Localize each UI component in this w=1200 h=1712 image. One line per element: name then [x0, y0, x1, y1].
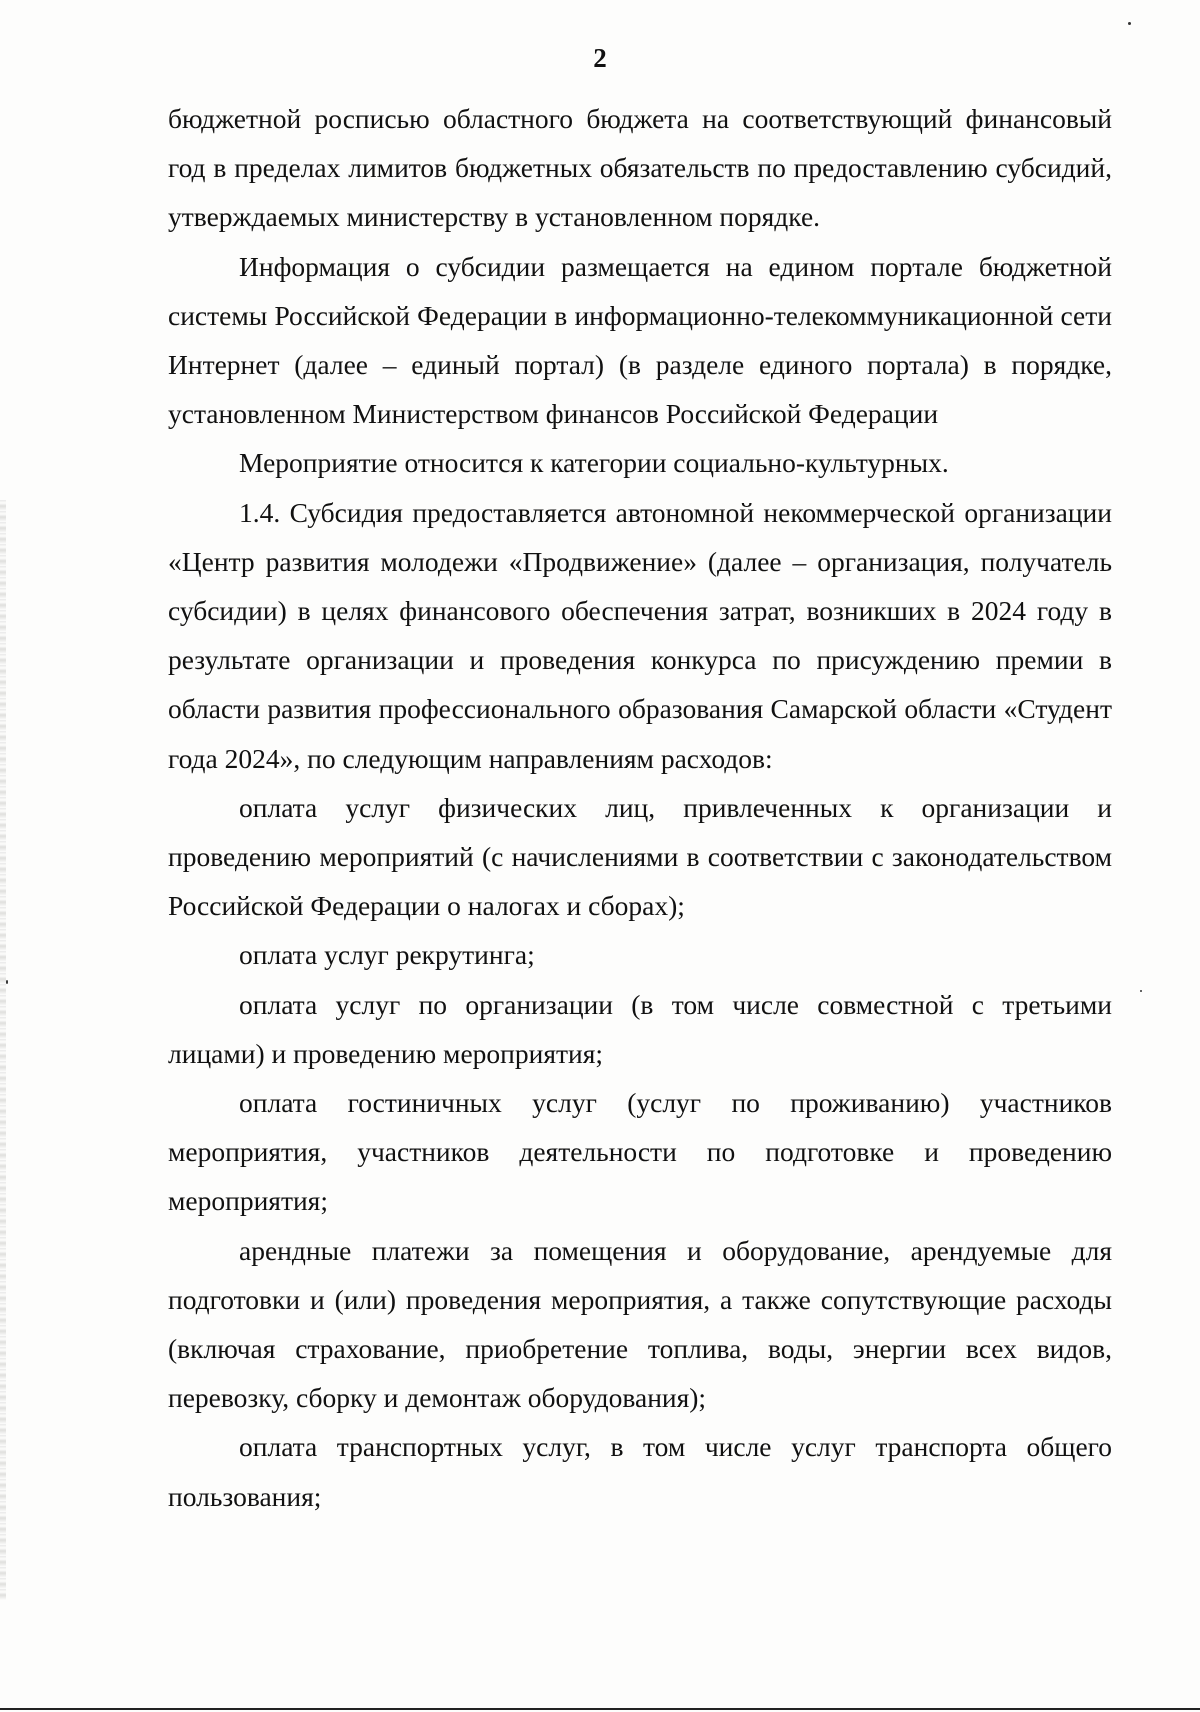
scan-speck: [6, 980, 8, 984]
list-item-individual-services: оплата услуг физических лиц, привлеченных к организации и проведению мероприятий (с начислениями в соответствии с законодательством Российской Федерации о налогах и сборах);: [168, 791, 1112, 922]
paragraph-budget-schedule: бюджетной росписью областного бюджета на соответствующий финансовый год в пределах лимитов бюджетных обязательств по предоставлению субсидий, утверждаемых министерству в установленном порядке.: [168, 103, 1112, 233]
document-body: [168, 94, 1112, 1521]
list-item-rent-payments: арендные платежи за помещения и оборудование, арендуемые для подготовки и (или) проведения мероприятия, а также сопутствующие расходы (включая страхование, приобретение топлива, воды, энергии всех видов, перевозку, сборку и демонтаж оборудования);: [168, 1234, 1112, 1414]
scan-speck: [1128, 22, 1131, 25]
scan-edge-artifact: [0, 500, 6, 1600]
page-number: 2: [593, 43, 607, 73]
scan-speck: [1140, 990, 1142, 992]
scan-bottom-edge: [0, 1708, 1200, 1710]
list-item-recruiting: оплата услуг рекрутинга;: [239, 939, 535, 971]
list-item-transport-services: оплата транспортных услуг, в том числе услуг транспорта общего пользования;: [168, 1431, 1112, 1512]
paragraph-section-1-4: 1.4. Субсидия предоставляется автономной некоммерческой организации «Центр развития молодежи «Продвижение» (далее – организация, получатель субсидии) в целях финансового обеспечения затрат, возникших в 2024 году в результате организации и проведения конкурса по присуждению премии в области развития профессионального образования Самарской области «Студент года 2024», по следующим направлениям расходов:: [168, 496, 1112, 774]
paragraph-event-category: Мероприятие относится к категории социально-культурных.: [239, 447, 949, 479]
list-item-event-organization: оплата услуг по организации (в том числе совместной с третьими лицами) и проведению мероприятия;: [168, 988, 1112, 1069]
list-item-hotel-services: оплата гостиничных услуг (услуг по проживанию) участников мероприятия, участников деятельности по подготовке и проведению мероприятия;: [168, 1087, 1112, 1217]
paragraph-portal-info: Информация о субсидии размещается на едином портале бюджетной системы Российской Федерации в информационно-телекоммуникационной сети Интернет (далее – единый портал) (в разделе единого портала) в порядке, установленном Министерством финансов Российской Федерации: [168, 250, 1112, 430]
